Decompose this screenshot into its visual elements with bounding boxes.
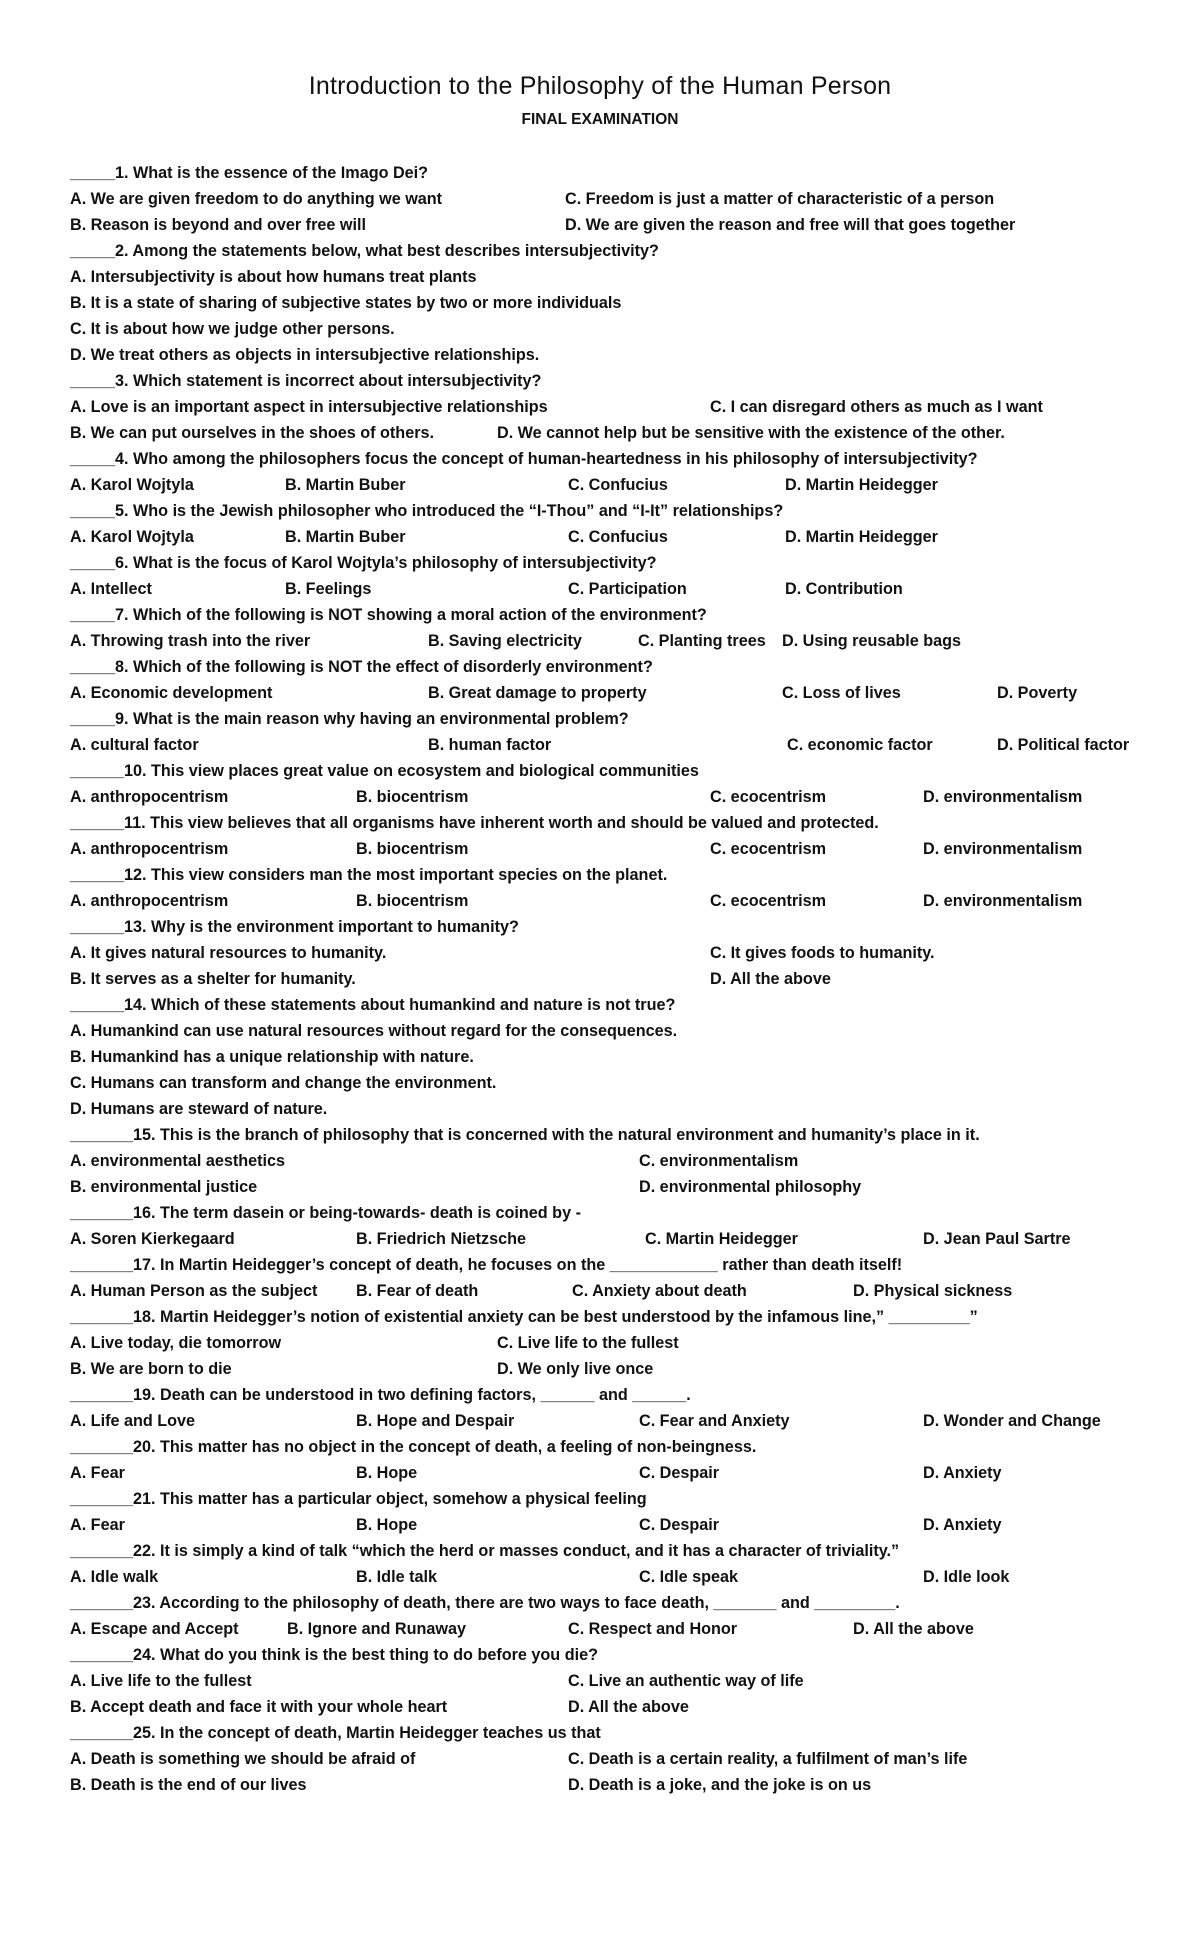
choice-option: B. Fear of death [356,1282,479,1300]
choice-row [70,1330,1150,1356]
choice-row [70,1174,1150,1200]
choice-row [70,1512,1150,1538]
choice-option: A. Death is something we should be afraid of [70,1750,416,1768]
choice-option: C. It gives foods to humanity. [710,944,935,962]
choice-row [70,1044,1150,1070]
choice-row [70,524,1150,550]
question-text [70,160,1150,186]
choice-option: A. Soren Kierkegaard [70,1230,235,1248]
choice-option: B. biocentrism [356,892,469,910]
choice-option: D. environmentalism [923,840,1083,858]
choice-option: A. Love is an important aspect in intersubjective relationships [70,398,548,416]
choice-option: C. Despair [639,1464,720,1482]
choice-option: C. Planting trees [638,632,766,650]
choice-option: C. Confucius [568,476,668,494]
question-text [70,1200,1150,1226]
choice-row [70,472,1150,498]
choice-row [70,342,1150,368]
question-15: _______15. This is the branch of philosophy that is concerned with the natural environment and humanity’s place in it. [70,1126,980,1144]
choice-row [70,316,1150,342]
choice-row [70,420,1150,446]
choice-option: C. ecocentrism [710,788,827,806]
choice-option: B. Feelings [285,580,372,598]
question-text [70,1642,1150,1668]
question-3: _____3. Which statement is incorrect about intersubjectivity? [70,372,542,390]
question-text [70,1486,1150,1512]
choice-option: A. Idle walk [70,1568,159,1586]
choice-option: B. Idle talk [356,1568,437,1586]
question-text [70,1382,1150,1408]
question-text [70,1538,1150,1564]
question-6: _____6. What is the focus of Karol Wojtyla’s philosophy of intersubjectivity? [70,554,657,572]
choice-option: C. ecocentrism [710,892,827,910]
choice-option: B. biocentrism [356,840,469,858]
question-text [70,550,1150,576]
question-list [70,160,1150,1798]
question-text [70,1434,1150,1460]
question-text [70,1122,1150,1148]
choice-option: B. Martin Buber [285,476,406,494]
choice-option: B. Death is the end of our lives [70,1776,307,1794]
choice-option: B. Martin Buber [285,528,406,546]
question-text [70,368,1150,394]
choice-option: B. Humankind has a unique relationship with nature. [70,1048,474,1066]
choice-option: D. Wonder and Change [923,1412,1101,1430]
choice-option: C. Fear and Anxiety [639,1412,790,1430]
choice-option: A. Economic development [70,684,273,702]
choice-option: B. Reason is beyond and over free will [70,216,366,234]
choice-option: D. Poverty [997,684,1078,702]
question-17: _______17. In Martin Heidegger’s concept of death, he focuses on the ____________ rather than death itself! [70,1256,903,1274]
question-text [70,1252,1150,1278]
question-22: _______22. It is simply a kind of talk “which the herd or masses conduct, and it has a character of triviality.” [70,1542,900,1560]
choice-row [70,1226,1150,1252]
choice-row [70,836,1150,862]
choice-option: A. anthropocentrism [70,840,229,858]
choice-option: C. ecocentrism [710,840,827,858]
choice-option: C. Loss of lives [782,684,901,702]
choice-option: D. Political factor [997,736,1130,754]
choice-option: C. Participation [568,580,687,598]
choice-option: D. Idle look [923,1568,1010,1586]
choice-option: A. Live today, die tomorrow [70,1334,282,1352]
choice-row [70,1564,1150,1590]
question-18: _______18. Martin Heidegger’s notion of existential anxiety can be best understood by the infamous line,” _________” [70,1308,978,1326]
choice-option: A. cultural factor [70,736,199,754]
choice-option: B. We can put ourselves in the shoes of others. [70,424,434,442]
choice-row [70,940,1150,966]
choice-option: A. environmental aesthetics [70,1152,286,1170]
choice-option: D. We only live once [497,1360,654,1378]
choice-option: B. Saving electricity [428,632,582,650]
choice-row [70,732,1150,758]
question-11: ______11. This view believes that all organisms have inherent worth and should be valued and protected. [70,814,879,832]
question-text [70,498,1150,524]
choice-row [70,186,1150,212]
question-16: _______16. The term dasein or being-towards- death is coined by - [70,1204,581,1222]
choice-option: C. Live life to the fullest [497,1334,679,1352]
choice-row [70,1278,1150,1304]
choice-option: B. It is a state of sharing of subjective states by two or more individuals [70,294,622,312]
question-21: _______21. This matter has a particular object, somehow a physical feeling [70,1490,647,1508]
choice-option: D. Jean Paul Sartre [923,1230,1071,1248]
choice-row [70,1772,1150,1798]
choice-option: C. Live an authentic way of life [568,1672,804,1690]
choice-option: D. All the above [568,1698,689,1716]
choice-option: A. Humankind can use natural resources without regard for the consequences. [70,1022,678,1040]
choice-option: A. Karol Wojtyla [70,476,194,494]
choice-row [70,1148,1150,1174]
choice-option: B. human factor [428,736,552,754]
choice-option: D. environmental philosophy [639,1178,862,1196]
choice-option: C. Confucius [568,528,668,546]
choice-option: C. Humans can transform and change the environment. [70,1074,497,1092]
question-text [70,914,1150,940]
question-24: _______24. What do you think is the best thing to do before you die? [70,1646,598,1664]
question-19: _______19. Death can be understood in two defining factors, ______ and ______. [70,1386,691,1404]
choice-option: B. Accept death and face it with your whole heart [70,1698,448,1716]
choice-option: D. Martin Heidegger [785,476,938,494]
choice-option: D. Martin Heidegger [785,528,938,546]
choice-option: C. environmentalism [639,1152,799,1170]
choice-row [70,1408,1150,1434]
choice-option: A. Intellect [70,580,152,598]
question-12: ______12. This view considers man the most important species on the planet. [70,866,668,884]
question-8: _____8. Which of the following is NOT the effect of disorderly environment? [70,658,653,676]
question-25: _______25. In the concept of death, Martin Heidegger teaches us that [70,1724,601,1742]
choice-option: A. Live life to the fullest [70,1672,252,1690]
choice-row [70,1746,1150,1772]
choice-option: D. We treat others as objects in intersubjective relationships. [70,346,540,364]
choice-row [70,1356,1150,1382]
question-text [70,810,1150,836]
choice-option: D. Humans are steward of nature. [70,1100,328,1118]
choice-row [70,264,1150,290]
choice-row [70,1668,1150,1694]
choice-row [70,1694,1150,1720]
choice-row [70,680,1150,706]
choice-option: A. Fear [70,1516,125,1534]
question-text [70,446,1150,472]
choice-option: A. We are given freedom to do anything we want [70,190,443,208]
question-text [70,862,1150,888]
choice-row [70,576,1150,602]
choice-option: D. Contribution [785,580,903,598]
choice-option: D. All the above [853,1620,974,1638]
choice-option: B. Hope [356,1464,418,1482]
choice-option: B. It serves as a shelter for humanity. [70,970,356,988]
choice-option: B. Great damage to property [428,684,647,702]
question-text [70,1720,1150,1746]
choice-option: A. Human Person as the subject [70,1282,318,1300]
choice-row [70,1096,1150,1122]
choice-option: C. Freedom is just a matter of characteristic of a person [565,190,995,208]
choice-option: D. Death is a joke, and the joke is on us [568,1776,872,1794]
question-text [70,992,1150,1018]
question-10: ______10. This view places great value on ecosystem and biological communities [70,762,699,780]
question-4: _____4. Who among the philosophers focus the concept of human-heartedness in his philosophy of intersubjectivity? [70,450,978,468]
choice-option: B. Ignore and Runaway [287,1620,466,1638]
choice-option: C. Anxiety about death [572,1282,747,1300]
question-text [70,706,1150,732]
choice-row [70,1460,1150,1486]
choice-option: D. Anxiety [923,1516,1002,1534]
choice-option: D. Physical sickness [853,1282,1013,1300]
choice-option: C. economic factor [787,736,933,754]
question-text [70,1590,1150,1616]
question-text [70,602,1150,628]
choice-option: D. environmentalism [923,892,1083,910]
question-13: ______13. Why is the environment important to humanity? [70,918,519,936]
choice-option: A. Karol Wojtyla [70,528,194,546]
question-1: _____1. What is the essence of the Imago Dei? [70,164,429,182]
choice-option: B. biocentrism [356,788,469,806]
question-7: _____7. Which of the following is NOT showing a moral action of the environment? [70,606,707,624]
question-text [70,758,1150,784]
question-14: ______14. Which of these statements about humankind and nature is not true? [70,996,676,1014]
choice-option: C. Despair [639,1516,720,1534]
choice-option: B. Hope and Despair [356,1412,515,1430]
choice-row [70,628,1150,654]
choice-option: D. Anxiety [923,1464,1002,1482]
choice-option: D. We cannot help but be sensitive with the existence of the other. [497,424,1005,442]
question-5: _____5. Who is the Jewish philosopher who introduced the “I-Thou” and “I-It” relationships? [70,502,784,520]
choice-option: A. Intersubjectivity is about how humans treat plants [70,268,477,286]
choice-option: C. Death is a certain reality, a fulfilment of man’s life [568,1750,968,1768]
choice-option: B. We are born to die [70,1360,232,1378]
choice-row [70,212,1150,238]
choice-option: B. Hope [356,1516,418,1534]
choice-option: A. Fear [70,1464,125,1482]
choice-option: D. All the above [710,970,831,988]
choice-row [70,1018,1150,1044]
choice-option: B. environmental justice [70,1178,258,1196]
choice-option: B. Friedrich Nietzsche [356,1230,527,1248]
choice-option: A. It gives natural resources to humanity. [70,944,387,962]
choice-row [70,784,1150,810]
choice-option: D. We are given the reason and free will that goes together [565,216,1016,234]
choice-option: A. Throwing trash into the river [70,632,311,650]
question-text [70,1304,1150,1330]
choice-option: C. Respect and Honor [568,1620,738,1638]
choice-row [70,394,1150,420]
question-text [70,238,1150,264]
question-23: _______23. According to the philosophy of death, there are two ways to face death, _______ and _________. [70,1594,900,1612]
question-20: _______20. This matter has no object in the concept of death, a feeling of non-beingness. [70,1438,757,1456]
exam-title: Introduction to the Philosophy of the Human Person [308,72,892,100]
choice-row [70,290,1150,316]
question-text [70,654,1150,680]
choice-option: D. environmentalism [923,788,1083,806]
question-9: _____9. What is the main reason why having an environmental problem? [70,710,629,728]
choice-option: A. Escape and Accept [70,1620,239,1638]
choice-row [70,1616,1150,1642]
choice-option: D. Using reusable bags [782,632,962,650]
choice-row [70,1070,1150,1096]
choice-row [70,966,1150,992]
question-2: _____2. Among the statements below, what best describes intersubjectivity? [70,242,659,260]
choice-option: A. Life and Love [70,1412,196,1430]
choice-option: A. anthropocentrism [70,788,229,806]
choice-option: C. I can disregard others as much as I want [710,398,1043,416]
choice-row [70,888,1150,914]
choice-option: A. anthropocentrism [70,892,229,910]
exam-subtitle: FINAL EXAMINATION [521,111,679,128]
choice-option: C. Idle speak [639,1568,738,1586]
choice-option: C. Martin Heidegger [645,1230,798,1248]
choice-option: C. It is about how we judge other persons. [70,320,395,338]
